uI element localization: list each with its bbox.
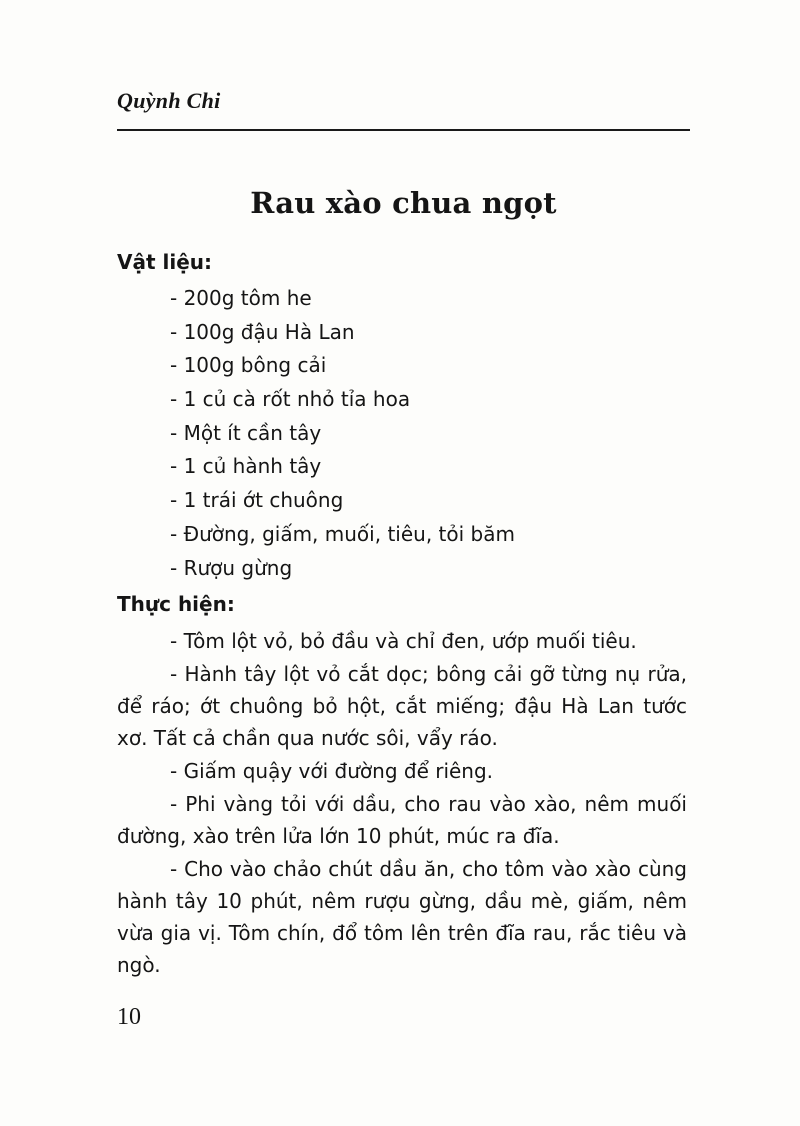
ingredients-heading: Vật liệu: [117,250,213,274]
method-step: - Phi vàng tỏi với dầu, cho rau vào xào, nêm muối đường, xào trên lửa lớn 10 phút, múc ra đĩa. [117,792,687,848]
method-step: - Cho vào chảo chút dầu ăn, cho tôm vào xào cùng hành tây 10 phút, nêm rượu gừng, dầu mè, giấm, nêm vừa gia vị. Tôm chín, đổ tôm lên trên đĩa rau, rắc tiêu và ngò. [117,857,687,977]
ingredients-list [170,282,515,585]
ingredient-item: - 1 trái ớt chuông [170,488,344,513]
method-steps [117,625,687,982]
header-divider [117,129,690,131]
method-step: - Giấm quậy với đường để riêng. [170,759,494,783]
ingredient-item: - Đường, giấm, muối, tiêu, tỏi băm [170,521,515,546]
ingredient-item: - 100g đậu Hà Lan [170,319,355,344]
ingredient-item: - 100g bông cải [170,353,327,378]
method-step: - Hành tây lột vỏ cắt dọc; bông cải gỡ từng nụ rửa, để ráo; ớt chuông bỏ hột, cắt miếng; đậu Hà Lan tước xơ. Tất cả chần qua nước sôi, vẩy ráo. [117,662,687,750]
method-heading: Thực hiện: [117,592,235,616]
ingredient-item: - 200g tôm he [170,286,312,310]
ingredient-item: - Một ít cần tây [170,420,322,445]
ingredient-item: - 1 củ cà rốt nhỏ tỉa hoa [170,387,411,412]
ingredient-item: - 1 củ hành tây [170,454,322,479]
ingredient-item: - Rượu gừng [170,555,293,580]
method-step: - Tôm lột vỏ, bỏ đầu và chỉ đen, ướp muối tiêu. [170,629,637,653]
running-header-author: Quỳnh Chi [117,88,221,113]
page-number: 10 [117,1004,141,1030]
recipe-title: Rau xào chua ngọt [250,186,557,220]
